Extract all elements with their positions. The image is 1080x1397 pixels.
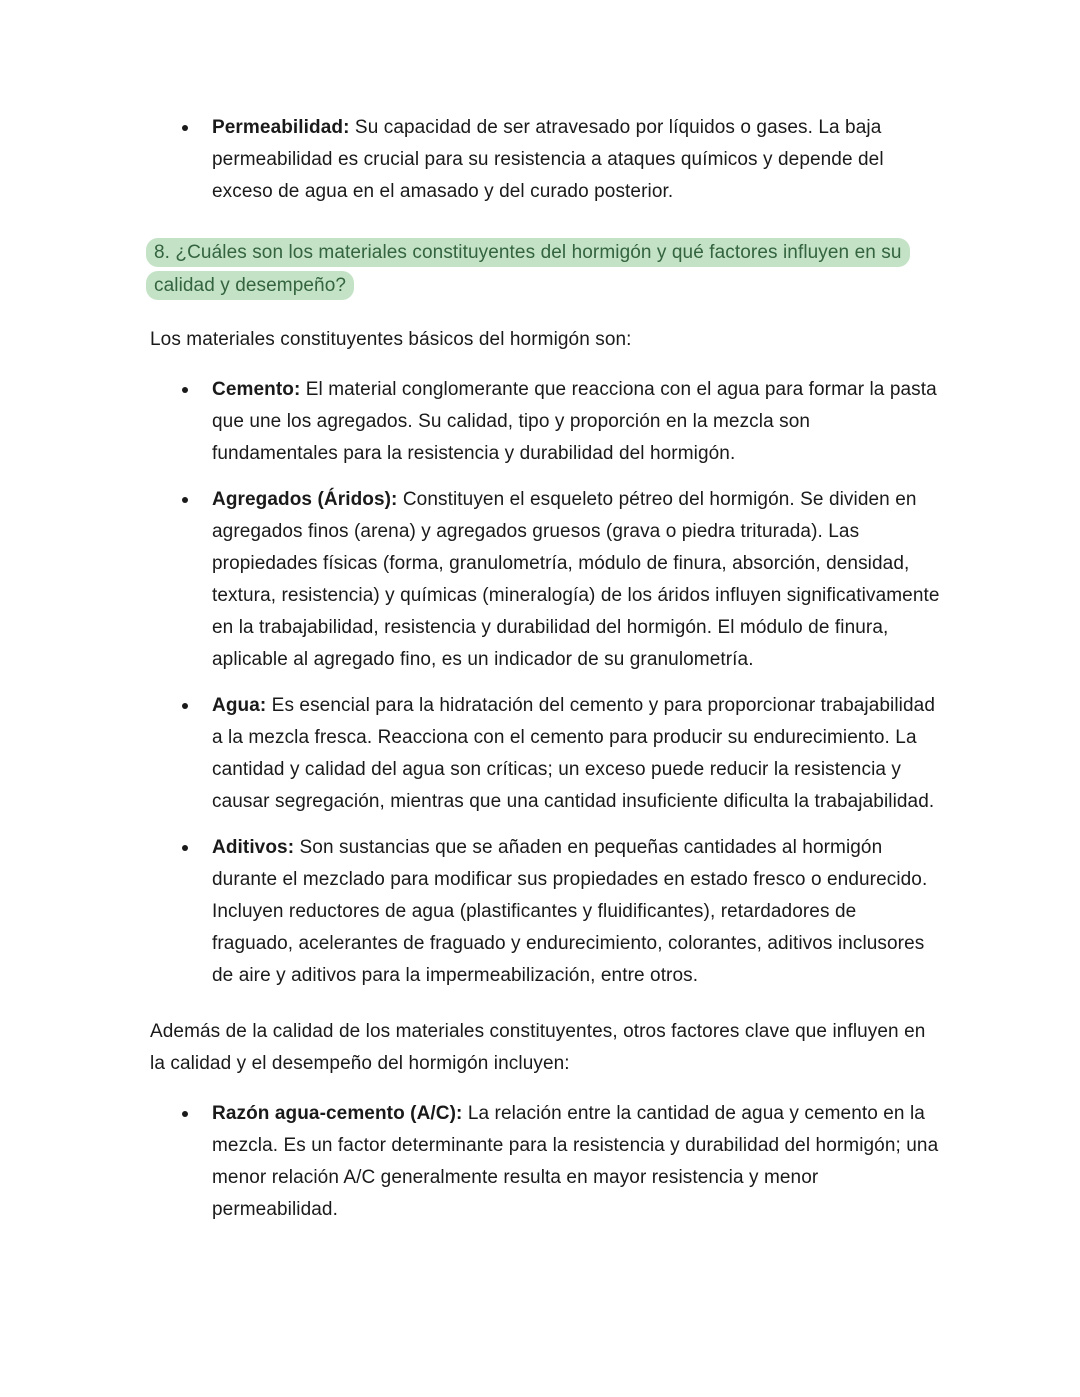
list-item (150, 690, 940, 818)
spacer (150, 356, 940, 374)
list-item (150, 832, 940, 992)
question-highlight-text: 8. ¿Cuáles son los materiales constituyentes del hormigón y qué factores influyen en su calidad y desempeño? (146, 238, 910, 300)
list-item (150, 112, 940, 208)
list-item-lead: Agua: (212, 695, 267, 716)
list-item-body: Su capacidad de ser atravesado por líquidos o gases. La baja permeabilidad es crucial para su resistencia a ataques químicos y depende del exceso de agua en el amasado y del curado posterior. (212, 117, 884, 202)
materials-list (150, 374, 940, 992)
spacer (150, 302, 940, 324)
factors-paragraph: Además de la calidad de los materiales constituyentes, otros factores clave que influyen en la calidad y el desempeño del hormigón incluyen: (150, 1021, 926, 1074)
list-item-lead: Razón agua-cemento (A/C): (212, 1103, 463, 1124)
factors-list (150, 1098, 940, 1226)
list-item-body: Es esencial para la hidratación del cemento y para proporcionar trabajabilidad a la mezcla fresca. Reacciona con el cemento para producir su endurecimiento. La cantidad y calidad del agua son críticas; un exceso puede reducir la resistencia y causar segregación, mientras que una cantidad insuficiente dificulta la trabajabilidad. (212, 695, 935, 812)
permeabilidad-list (150, 112, 940, 208)
list-item-body: Constituyen el esqueleto pétreo del hormigón. Se dividen en agregados finos (arena) y agregados gruesos (grava o piedra triturada). Las propiedades físicas (forma, granulometría, módulo de finura, absorción, densidad, textura, resistencia) y químicas (mineralogía) de los áridos influyen significativamente en la trabajabilidad, resistencia y durabilidad del hormigón. El módulo de finura, aplicable al agregado fino, es un indicador de su granulometría. (212, 489, 940, 670)
list-item-body: Son sustancias que se añaden en pequeñas cantidades al hormigón durante el mezclado para modificar sus propiedades en estado fresco o endurecido. Incluyen reductores de agua (plastificantes y fluidificantes), retardadores de fraguado, acelerantes de fraguado y endurecimiento, colorantes, aditivos inclusores de aire y aditivos para la impermeabilización, entre otros. (212, 837, 928, 986)
list-item-lead: Permeabilidad: (212, 117, 350, 138)
spacer (150, 208, 940, 236)
list-item-body: La relación entre la cantidad de agua y cemento en la mezcla. Es un factor determinante para la resistencia y durabilidad del hormigón; una menor relación A/C generalmente resulta en mayor resistencia y menor permeabilidad. (212, 1103, 939, 1220)
list-item-lead: Aditivos: (212, 837, 295, 858)
list-item-body: El material conglomerante que reacciona con el agua para formar la pasta que une los agregados. Su calidad, tipo y proporción en la mezcla son fundamentales para la resistencia y durabilidad del hormigón. (212, 379, 937, 464)
list-item (150, 484, 940, 676)
list-item (150, 374, 940, 470)
question-heading (146, 236, 940, 302)
list-item-lead: Cemento: (212, 379, 301, 400)
list-item-lead: Agregados (Áridos): (212, 489, 398, 510)
spacer (150, 992, 940, 1016)
spacer (150, 1080, 940, 1098)
intro-paragraph: Los materiales constituyentes básicos del hormigón son: (150, 329, 632, 350)
list-item (150, 1098, 940, 1226)
